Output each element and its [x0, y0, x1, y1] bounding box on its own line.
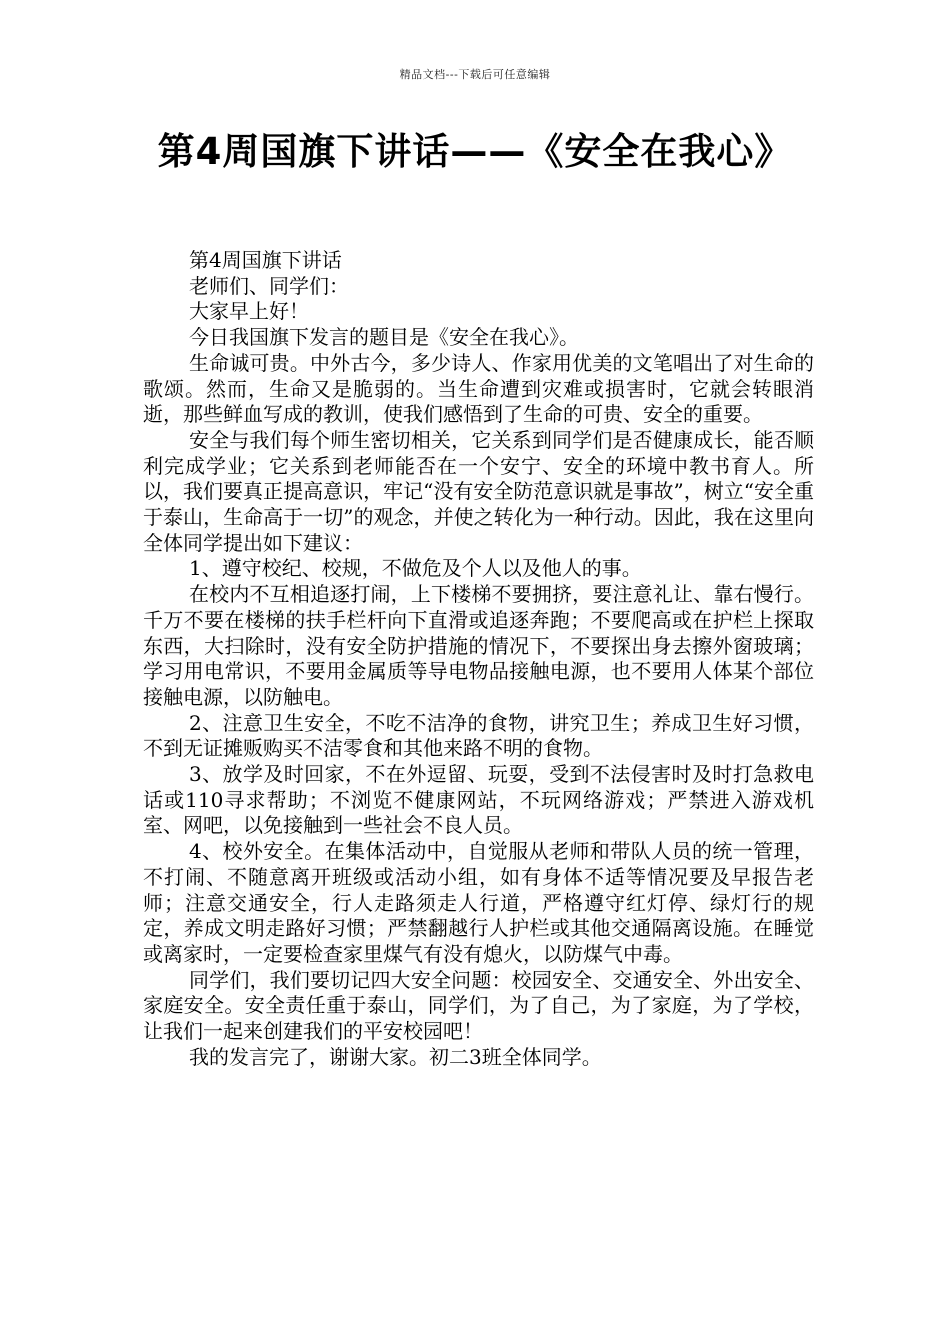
speech-heading: 第4周国旗下讲话 [189, 248, 342, 272]
body-paragraph: 在校内不互相追逐打闹，上下楼梯不要拥挤，要注意礼让、靠右慢行。千万不要在楼梯的扶手栏杆向下直滑或追逐奔跑；不要爬高或在护栏上探取东西，大扫除时，没有安全防护措施的情况下，不要探出身去擦外窗玻璃；学习用电常识，不要用金属质等导电物品接触电源，也不要用人体某个部位接触电源，以防触电。 [143, 582, 814, 709]
document-body [143, 248, 814, 1071]
sign-off: 我的发言完了，谢谢大家。初二3班全体同学。 [189, 1044, 602, 1069]
suggestion-item: 1、遵守校纪、校规，不做危及个人以及他人的事。 [189, 556, 642, 581]
suggestion-item: 2、注意卫生安全，不吃不洁净的食物，讲究卫生；养成卫生好习惯，不到无证摊贩购买不洁零食和其他来路不明的食物。 [143, 710, 814, 761]
suggestion-item: 4、校外安全。在集体活动中，自觉服从老师和带队人员的统一管理，不打闹、不随意离开班级或活动小组，如有身体不适等情况要及早报告老师；注意交通安全，行人走路须走人行道，严格遵守红灯停、绿灯行的规定，养成文明走路好习惯；严禁翻越行人护栏或其他交通隔离设施。在睡觉或离家时，一定要检查家里煤气有没有熄火，以防煤气中毒。 [143, 839, 814, 966]
salutation: 老师们、同学们： [189, 273, 349, 298]
document-title: 第4周国旗下讲话——《安全在我心》 [157, 130, 793, 173]
closing-paragraph: 同学们，我们要切记四大安全问题：校园安全、交通安全、外出安全、家庭安全。安全责任重于泰山，同学们，为了自己，为了家庭，为了学校，让我们一起来创建我们的平安校园吧！ [143, 967, 814, 1044]
suggestion-item: 3、放学及时回家，不在外逗留、玩耍，受到不法侵害时及时打急救电话或110寻求帮助；不浏览不健康网站，不玩网络游戏；严禁进入游戏机室、网吧，以免接触到一些社会不良人员。 [143, 762, 814, 838]
header-note: 精品文档---下载后可任意编辑 [399, 68, 551, 81]
greeting: 大家早上好！ [189, 299, 309, 324]
topic-paragraph: 今日我国旗下发言的题目是《安全在我心》。 [189, 325, 579, 350]
body-paragraph: 安全与我们每个师生密切相关，它关系到同学们是否健康成长，能否顺利完成学业；它关系到老师能否在一个安宁、安全的环境中教书育人。所以，我们要真正提高意识，牢记“没有安全防范意识就是事故”，树立“安全重于泰山，生命高于一切”的观念，并使之转化为一种行动。因此，我在这里向全体同学提出如下建议： [143, 427, 814, 555]
body-paragraph: 生命诚可贵。中外古今，多少诗人、作家用优美的文笔唱出了对生命的歌颂。然而，生命又是脆弱的。当生命遭到灾难或损害时，它就会转眼消逝，那些鲜血写成的教训，使我们感悟到了生命的可贵、安全的重要。 [143, 350, 814, 427]
